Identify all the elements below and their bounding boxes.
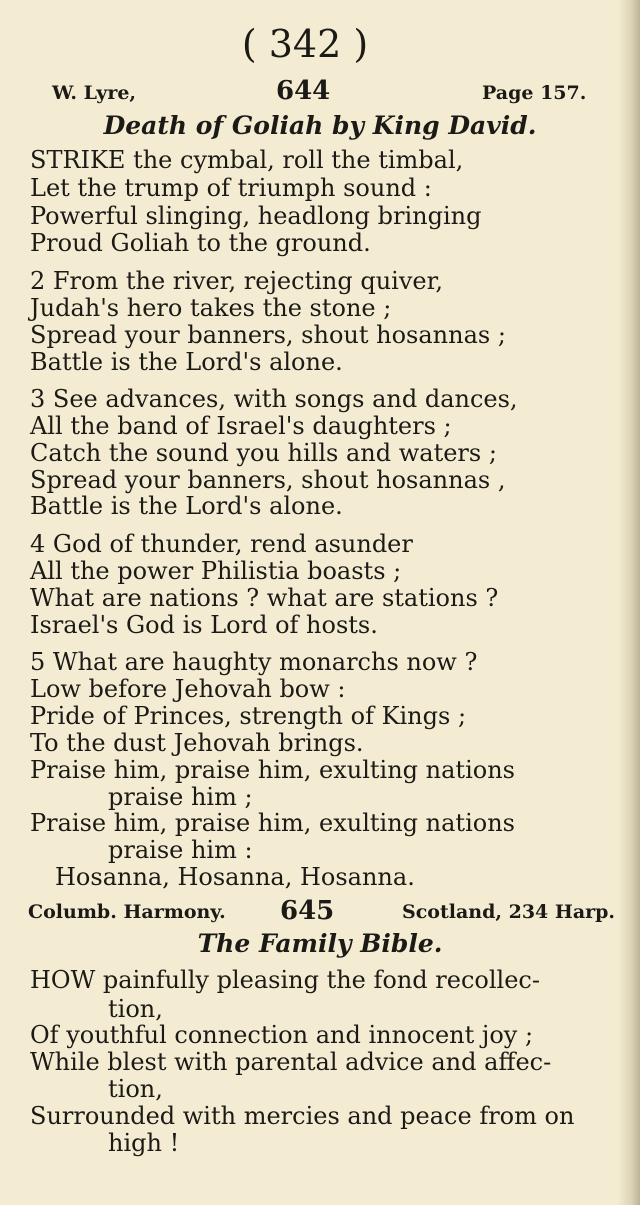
page-edge-shadow (618, 0, 640, 1205)
verse-line: 3 See advances, with songs and dances, (30, 385, 518, 413)
verse-line: Surrounded with mercies and peace from on (30, 1102, 575, 1130)
verse-line: All the power Philistia boasts ; (30, 557, 402, 585)
verse-line: Powerful slinging, headlong bringing (30, 202, 482, 230)
hymn-644-number: 644 (276, 76, 331, 106)
verse-line: Low before Jehovah bow : (30, 675, 346, 703)
verse-line: To the dust Jehovah brings. (30, 729, 364, 757)
verse-line: Proud Goliah to the ground. (30, 229, 371, 257)
verse-line: praise him ; (108, 783, 253, 811)
verse-line: STRIKE the cymbal, roll the timbal, (30, 146, 464, 174)
verse-line: Battle is the Lord's alone. (30, 492, 343, 520)
hymn-645-tune-ref: Scotland, 234 Harp. (402, 901, 616, 923)
verse-line: tion, (108, 1075, 163, 1103)
verse-line: Spread your banners, shout hosannas , (30, 466, 506, 494)
verse-line: While blest with parental advice and affec- (30, 1048, 552, 1076)
hymn-645-number: 645 (280, 896, 335, 926)
verse-line: HOW painfully pleasing the fond recollec- (30, 966, 540, 994)
hymn-644-tune: W. Lyre, (52, 82, 137, 104)
verse-line: All the band of Israel's daughters ; (30, 412, 452, 440)
hymn-644-title: Death of Goliah by King David. (103, 111, 537, 140)
verse-line: 5 What are haughty monarchs now ? (30, 648, 478, 676)
hymn-645-tune: Columb. Harmony. (28, 901, 226, 923)
verse-line: high ! (108, 1129, 180, 1157)
verse-line: Catch the sound you hills and waters ; (30, 439, 497, 467)
hymn-644-page-ref: Page 157. (482, 82, 587, 104)
verse-line: Judah's hero takes the stone ; (30, 294, 392, 322)
verse-line: Battle is the Lord's alone. (30, 348, 343, 376)
verse-line: Of youthful connection and innocent joy ; (30, 1021, 534, 1049)
verse-line: 4 God of thunder, rend asunder (30, 530, 413, 558)
verse-line: 2 From the river, rejecting quiver, (30, 267, 444, 295)
verse-line: Hosanna, Hosanna, Hosanna. (55, 863, 415, 891)
verse-line: Let the trump of triumph sound : (30, 174, 432, 202)
verse-line: Praise him, praise him, exulting nations (30, 809, 515, 837)
verse-line: What are nations ? what are stations ? (30, 584, 499, 612)
verse-line: Israel's God is Lord of hosts. (30, 611, 378, 639)
page-number: ( 342 ) (241, 22, 369, 66)
verse-line: tion, (108, 995, 163, 1023)
verse-line: Praise him, praise him, exulting nations (30, 756, 515, 784)
verse-line: Spread your banners, shout hosannas ; (30, 321, 506, 349)
verse-line: Pride of Princes, strength of Kings ; (30, 702, 467, 730)
hymn-645-title: The Family Bible. (197, 929, 443, 958)
verse-line: praise him : (108, 836, 253, 864)
